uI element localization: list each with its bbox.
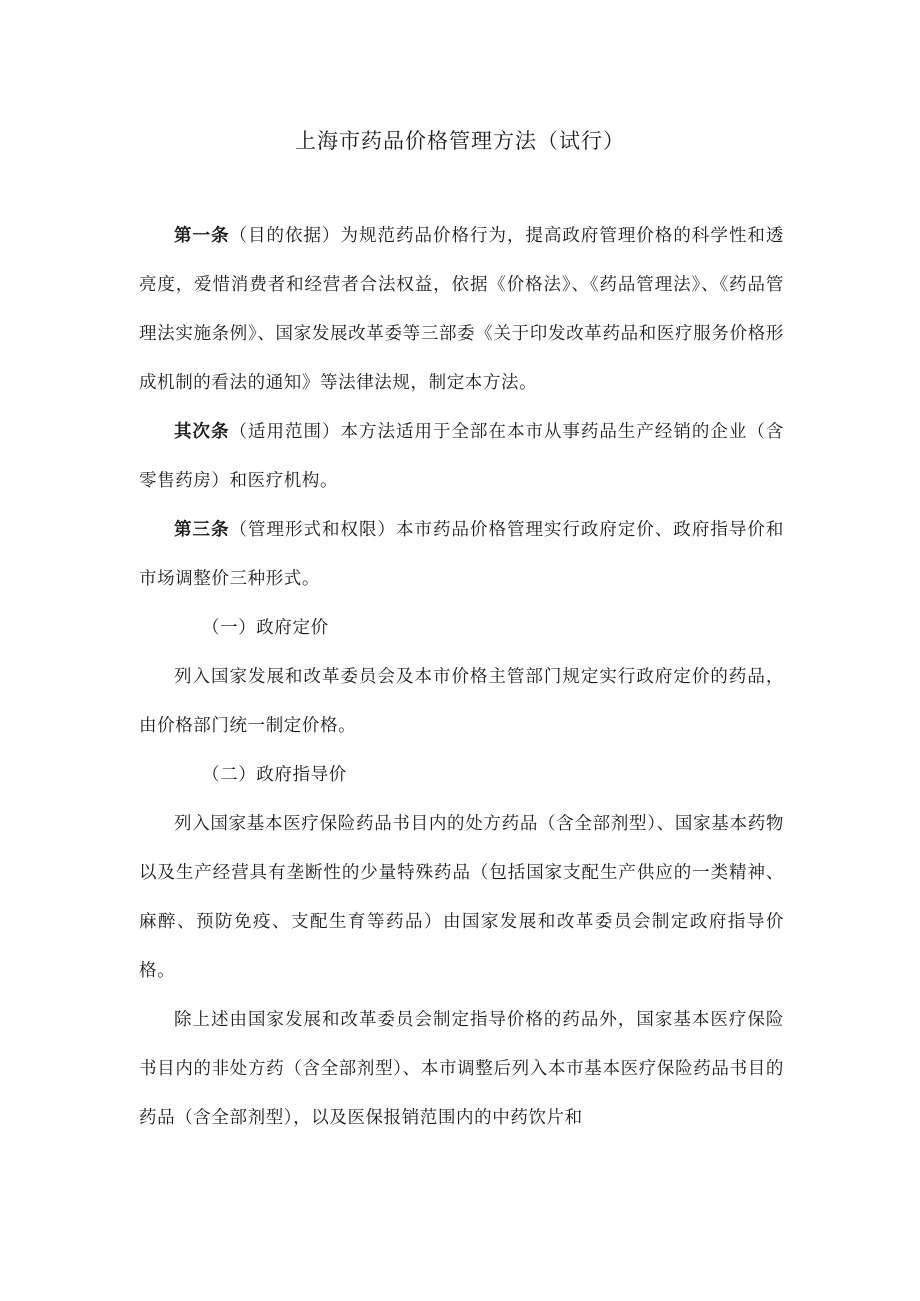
article-3 [139,506,784,604]
article-2-text: （适用范围）本方法适用于全部在本市从事药品生产经销的企业（含零售药房）和医疗机构。 [139,422,784,491]
subsection-heading-1: （一）政府定价 [202,618,329,638]
document-title: 上海市药品价格管理方法（试行） [295,129,625,153]
article-1-number: 第一条 [174,226,230,246]
article-1 [139,212,784,408]
article-2 [139,408,784,506]
article-1-text: （目的依据）为规范药品价格行为，提高政府管理价格的科学性和透亮度，爱惜消费者和经营者合法权益，依据《价格法》、《药品管理法》、《药品管理法实施条例》、国家发展改革委等三部委《关于印发改革药品和医疗服务价格形成机制的看法的通知》等法律法规，制定本方法。 [139,226,784,393]
subsection-1-text: 列入国家发展和改革委员会及本市价格主管部门规定实行政府定价的药品，由价格部门统一制定价格。 [139,667,784,736]
subsection-2-text-b: 除上述由国家发展和改革委员会制定指导价格的药品外，国家基本医疗保险书目内的非处方药（含全部剂型）、本市调整后列入本市基本医疗保险药品书目的药品（含全部剂型），以及医保报销范围内的中药饮片和 [139,1010,784,1128]
article-3-text: （管理形式和权限）本市药品价格管理实行政府定价、政府指导价和市场调整价三种形式。 [139,520,784,589]
article-2-number: 其次条 [174,422,230,442]
subsection-2-text-a: 列入国家基本医疗保险药品书目内的处方药品（含全部剂型）、国家基本药物以及生产经营具有垄断性的少量特殊药品（包括国家支配生产供应的一类精神、麻醉、预防免疫、支配生育等药品）由国家发展和改革委员会制定政府指导价格。 [139,814,784,981]
subsection-heading-2: （二）政府指导价 [202,765,347,785]
document-body [139,212,784,1143]
article-3-number: 第三条 [174,520,230,540]
